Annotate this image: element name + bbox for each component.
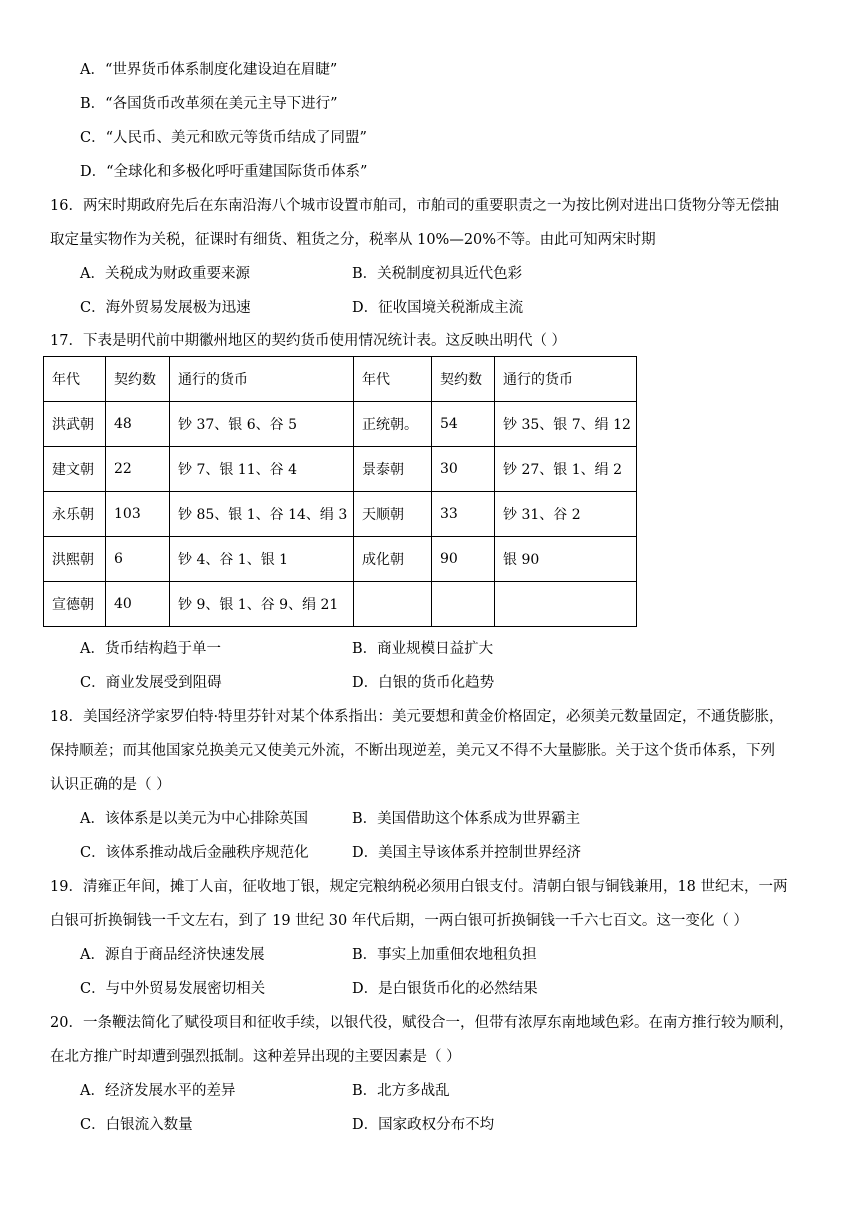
q18-option-c: C．该体系推动战后金融秩序规范化: [80, 845, 309, 861]
q18-stem-line2: 保持顺差；而其他国家兑换美元又使美元外流，不断出现逆差，美元又不得不大量膨胀。关于这个货币体系，下列: [50, 743, 775, 759]
table-cell: [495, 582, 637, 627]
table-row: [44, 582, 637, 627]
table-header: 年代: [354, 357, 432, 402]
q19-option-b: B．事实上加重佃农地租负担: [352, 947, 537, 963]
q19-stem-line1: 19．清雍正年间，摊丁人亩，征收地丁银，规定完粮纳税必须用白银支付。清朝白银与铜钱兼用，18 世纪末，一两: [50, 879, 788, 895]
q19-option-c: C．与中外贸易发展密切相关: [80, 981, 266, 997]
q18-option-a: A．该体系是以美元为中心排除英国: [80, 811, 308, 827]
table-cell: 钞 31、谷 2: [495, 492, 637, 537]
table-cell: 宣德朝: [44, 582, 106, 627]
q17-option-d: D．白银的货币化趋势: [352, 675, 495, 691]
table-header: 契约数: [106, 357, 170, 402]
table-cell: [432, 582, 495, 627]
table-cell: 90: [432, 537, 495, 582]
q18-stem-line1: 18．美国经济学家罗伯特·特里芬针对某个体系指出：美元要想和黄金价格固定，必须美元数量固定，不通货膨胀，: [50, 709, 784, 725]
table-cell: 天顺朝: [354, 492, 432, 537]
table-cell: 建文朝: [44, 447, 106, 492]
table-cell: 银 90: [495, 537, 637, 582]
table-cell: 正统朝。: [354, 402, 432, 447]
table-row: [44, 402, 637, 447]
table-cell: 54: [432, 402, 495, 447]
q16-option-b: B．关税制度初具近代色彩: [352, 266, 523, 282]
q15-option-c: C．“人民币、美元和欧元等货币结成了同盟”: [80, 130, 367, 146]
table-cell: 30: [432, 447, 495, 492]
table-cell: 洪武朝: [44, 402, 106, 447]
q20-stem-line1: 20．一条鞭法简化了赋役项目和征收手续，以银代役，赋役合一，但带有浓厚东南地域色彩。在南方推行较为顺利，: [50, 1015, 794, 1031]
q15-option-d: D．“全球化和多极化呼吁重建国际货币体系”: [80, 164, 368, 180]
q16-stem-line2: 取定量实物作为关税，征课时有细货、粗货之分，税率从 10%—20%不等。由此可知两宋时期: [50, 232, 656, 248]
q20-option-a: A．经济发展水平的差异: [80, 1083, 236, 1099]
table-row: [44, 447, 637, 492]
table-header-row: [44, 357, 637, 402]
table-cell: 钞 9、银 1、谷 9、绢 21: [170, 582, 354, 627]
q15-option-b: B．“各国货币改革须在美元主导下进行”: [80, 96, 338, 112]
table-cell: 钞 85、银 1、谷 14、绢 3: [170, 492, 354, 537]
q20-option-d: D．国家政权分布不均: [352, 1117, 495, 1133]
q16-option-c: C．海外贸易发展极为迅速: [80, 300, 251, 316]
q16-stem-line1: 16．两宋时期政府先后在东南沿海八个城市设置市舶司，市舶司的重要职责之一为按比例对进出口货物分等无偿抽: [50, 198, 779, 214]
table-header: 年代: [44, 357, 106, 402]
q19-option-a: A．源自于商品经济快速发展: [80, 947, 265, 963]
table-cell: 103: [106, 492, 170, 537]
table-cell: 48: [106, 402, 170, 447]
table-cell: 成化朝: [354, 537, 432, 582]
table-cell: 33: [432, 492, 495, 537]
table-cell: 钞 27、银 1、绢 2: [495, 447, 637, 492]
table-header: 通行的货币: [170, 357, 354, 402]
table-cell: 22: [106, 447, 170, 492]
q18-option-d: D．美国主导该体系并控制世界经济: [352, 845, 582, 861]
q15-option-a: A．“世界货币体系制度化建设迫在眉睫”: [80, 62, 338, 78]
q17-option-c: C．商业发展受到阻碍: [80, 675, 222, 691]
table-cell: 6: [106, 537, 170, 582]
table-row: [44, 537, 637, 582]
q20-stem-line2: 在北方推广时却遭到强烈抵制。这种差异出现的主要因素是（ ）: [50, 1049, 461, 1065]
q17-option-a: A．货币结构趋于单一: [80, 641, 221, 657]
q16-option-d: D．征收国境关税渐成主流: [352, 300, 524, 316]
currency-table: [43, 356, 637, 627]
table-cell: [354, 582, 432, 627]
q18-option-b: B．美国借助这个体系成为世界霸主: [352, 811, 581, 827]
table-header: 契约数: [432, 357, 495, 402]
table-cell: 40: [106, 582, 170, 627]
table-cell: 永乐朝: [44, 492, 106, 537]
table-cell: 钞 7、银 11、谷 4: [170, 447, 354, 492]
table-header: 通行的货币: [495, 357, 637, 402]
table-row: [44, 492, 637, 537]
q20-option-c: C．白银流入数量: [80, 1117, 193, 1133]
table-cell: 钞 4、谷 1、银 1: [170, 537, 354, 582]
q17-stem: 17．下表是明代前中期徽州地区的契约货币使用情况统计表。这反映出明代（ ）: [50, 333, 567, 349]
q18-stem-line3: 认识正确的是（ ）: [50, 777, 171, 793]
table-cell: 景泰朝: [354, 447, 432, 492]
table-cell: 钞 35、银 7、绢 12: [495, 402, 637, 447]
q19-stem-line2: 白银可折换铜钱一千文左右，到了 19 世纪 30 年代后期，一两白银可折换铜钱一千六七百文。这一变化（ ）: [50, 913, 748, 929]
q20-option-b: B．北方多战乱: [352, 1083, 450, 1099]
table-cell: 洪熙朝: [44, 537, 106, 582]
table-cell: 钞 37、银 6、谷 5: [170, 402, 354, 447]
q19-option-d: D．是白银货币化的必然结果: [352, 981, 538, 997]
q16-option-a: A．关税成为财政重要来源: [80, 266, 250, 282]
q17-option-b: B．商业规模日益扩大: [352, 641, 494, 657]
